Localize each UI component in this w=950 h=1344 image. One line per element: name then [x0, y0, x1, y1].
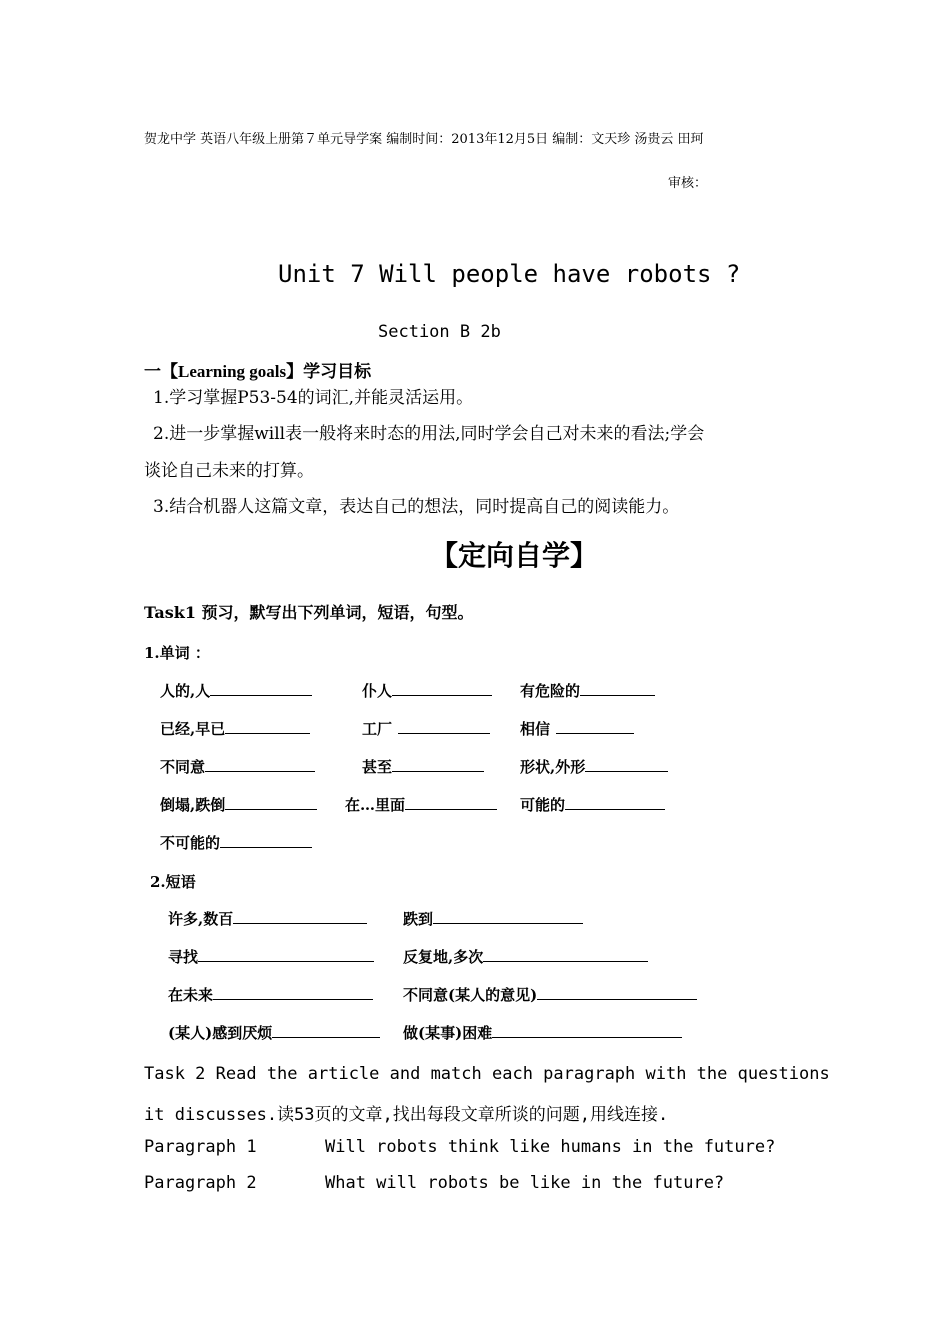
- answer-blank[interactable]: [210, 681, 312, 696]
- answer-blank[interactable]: [392, 757, 484, 772]
- phrase-entry: 反复地,多次: [403, 946, 648, 967]
- word-entry: 工厂: [362, 718, 490, 739]
- reviewer-label: 审核：: [668, 176, 708, 191]
- phrases-label: 2.短语: [150, 873, 196, 891]
- word-entry: 不同意: [160, 756, 315, 777]
- word-entry: 有危险的: [520, 680, 655, 701]
- goals-heading-prefix: 一【: [144, 362, 178, 382]
- answer-blank[interactable]: [556, 719, 634, 734]
- goals-heading-suffix: 】学习目标: [286, 362, 372, 382]
- phrase-entry: 做(某事)困难: [403, 1022, 682, 1043]
- phrase-entry: 在未来: [168, 984, 373, 1005]
- word-entry: 不可能的: [160, 832, 312, 853]
- paragraph-question: Will robots think like humans in the future?: [325, 1137, 776, 1157]
- answer-blank[interactable]: [233, 909, 367, 924]
- task2-line: it discusses.读53页的文章,找出每段文章所谈的问题,用线连接.: [144, 1105, 669, 1125]
- phrase-entry: 许多,数百: [168, 908, 367, 929]
- answer-blank[interactable]: [565, 795, 665, 810]
- phrase-entry: 跌到: [403, 908, 583, 929]
- phrase-entry: 寻找: [168, 946, 374, 967]
- answer-blank[interactable]: [580, 681, 655, 696]
- answer-blank[interactable]: [272, 1023, 380, 1038]
- section-heading: 【定向自学】: [430, 539, 599, 572]
- paragraph-label: Paragraph 2: [144, 1173, 257, 1193]
- goal-item: 1.学习掌握P53-54的词汇,并能灵活运用。: [153, 388, 474, 408]
- document-header: 贺龙中学 英语八年级上册第７单元导学案 编制时间：2013年12月5日 编制：文天珍 汤贵云 田珂: [144, 132, 704, 147]
- goal-item: 3.结合机器人这篇文章，表达自己的想法，同时提高自己的阅读能力。: [153, 497, 680, 517]
- answer-blank[interactable]: [225, 719, 310, 734]
- answer-blank[interactable]: [220, 833, 312, 848]
- phrase-entry: (某人)感到厌烦: [168, 1022, 380, 1043]
- answer-blank[interactable]: [205, 757, 315, 772]
- goals-heading: [144, 357, 371, 382]
- answer-blank[interactable]: [492, 1023, 682, 1038]
- task1-title: Task1 预习，默写出下列单词，短语，句型。: [144, 603, 474, 622]
- goal-item: 谈论自己未来的打算。: [144, 461, 314, 481]
- answer-blank[interactable]: [483, 947, 648, 962]
- answer-blank[interactable]: [585, 757, 668, 772]
- task2-line: Task 2 Read the article and match each paragraph with the questions: [144, 1064, 830, 1084]
- answer-blank[interactable]: [433, 909, 583, 924]
- answer-blank[interactable]: [392, 681, 492, 696]
- word-entry: 形状,外形: [520, 756, 668, 777]
- paragraph-label: Paragraph 1: [144, 1137, 257, 1157]
- word-entry: 仆人: [362, 680, 492, 701]
- word-entry: 甚至: [362, 756, 484, 777]
- answer-blank[interactable]: [537, 985, 697, 1000]
- answer-blank[interactable]: [398, 719, 490, 734]
- words-label: 1.单词 ：: [144, 644, 210, 662]
- phrase-entry: 不同意(某人的意见): [403, 984, 697, 1005]
- word-entry: 已经,早已: [160, 718, 310, 739]
- word-entry: 可能的: [520, 794, 665, 815]
- goals-heading-en: Learning goals: [178, 362, 287, 381]
- page-title: Unit 7 Will people have robots ?: [278, 260, 741, 288]
- answer-blank[interactable]: [225, 795, 317, 810]
- answer-blank[interactable]: [198, 947, 374, 962]
- answer-blank[interactable]: [213, 985, 373, 1000]
- paragraph-question: What will robots be like in the future?: [325, 1173, 725, 1193]
- word-entry: 倒塌,跌倒: [160, 794, 317, 815]
- answer-blank[interactable]: [405, 795, 497, 810]
- word-entry: 在…里面: [345, 794, 497, 815]
- goal-item: 2.进一步掌握will表一般将来时态的用法,同时学会自己对未来的看法;学会: [153, 424, 705, 444]
- word-entry: 相信: [520, 718, 634, 739]
- word-entry: 人的,人: [160, 680, 312, 701]
- section-subtitle: Section B 2b: [378, 322, 501, 342]
